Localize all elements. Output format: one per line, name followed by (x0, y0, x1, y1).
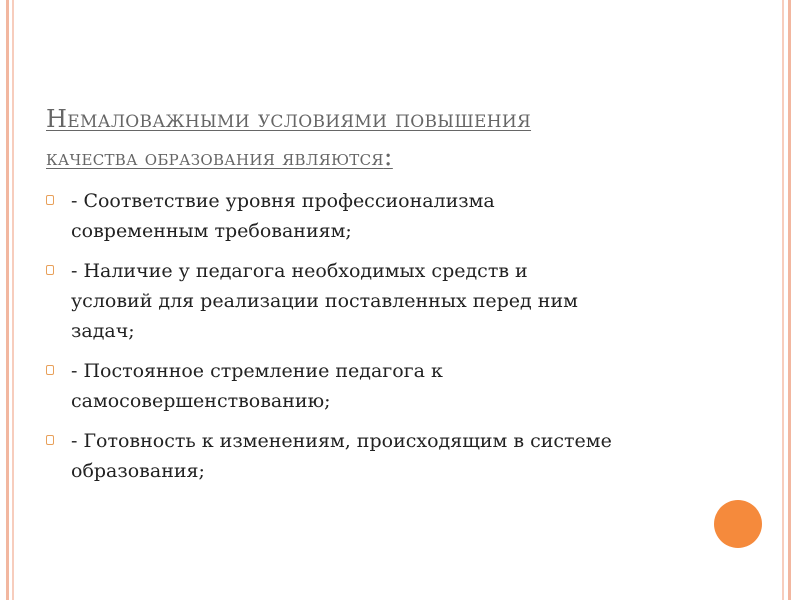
bullet-item-4 (46, 426, 746, 486)
bullet-4-line-2: образования; (71, 460, 205, 482)
left-border-line-inner (12, 0, 14, 600)
bullet-3-line-2: самосовершенствованию; (71, 390, 331, 412)
slide-title (46, 100, 746, 177)
orange-circle-icon (714, 500, 762, 548)
bullet-item-2 (46, 256, 746, 346)
left-border-line-outer (6, 0, 9, 600)
bullet-item-3 (46, 356, 746, 416)
bullet-1-line-1: - Соответствие уровня профессионализма (71, 190, 495, 212)
slide-title-line-2 (46, 138, 746, 177)
bullet-2-line-1: - Наличие у педагога необходимых средств и (71, 260, 528, 282)
bullet-2-line-3: задач; (71, 320, 135, 342)
right-border-line-outer (788, 0, 791, 600)
bullet-2-line-2: условий для реализации поставленных перед ним (71, 290, 578, 312)
bullet-1-line-2: современным требованиям; (71, 220, 352, 242)
right-border-line-inner (782, 0, 784, 600)
bullet-list (46, 186, 746, 496)
bullet-3-line-1: - Постоянное стремление педагога к (71, 360, 443, 382)
square-bullet-icon (46, 435, 54, 445)
bullet-4-line-1: - Готовность к изменениям, происходящим в системе (71, 430, 612, 452)
square-bullet-icon (46, 195, 54, 205)
square-bullet-icon (46, 365, 54, 375)
bullet-item-1 (46, 186, 746, 246)
slide-title-line-1: Немаловажными условиями повышения (46, 105, 532, 133)
square-bullet-icon (46, 265, 54, 275)
slide-title-colon: : (383, 142, 393, 172)
slide-title-line-2-text: качества образования являются (46, 146, 384, 170)
